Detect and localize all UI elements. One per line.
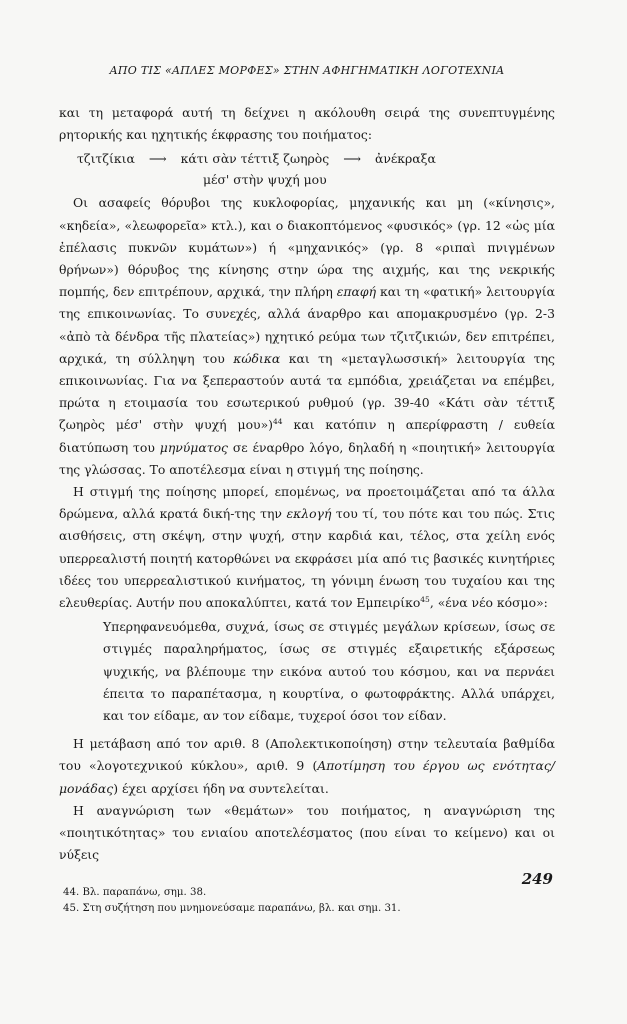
paragraph-2: Η στιγμή της ποίησης μπορεί, επομένως, να προετοιμάζεται από τα άλλα δρώμενα, αλλά κρατά δική-της την εκλογή του τί, του πότε και του πώς. Στις αισθήσεις, στη σκέψη, στην ψυχή, στην καρδιά και, τέλος, στα χείλη ενός υπερρεαλιστή ποιητή κατορθώνει να εκφράσει μία από τις βασικές κινητήριες ιδέες του υπερρεαλιστικού κινήματος, τη γόνιμη ένωση του τυχαίου και της ελευθερίας. Αυτήν που αποκαλύπτει, κατά τον Εμπειρίκο$^{45}$, «ένα νέο κόσμο»: [59,484,555,611]
block-quote [103,616,555,727]
footnote-ref-45: 45 [420,594,430,604]
emphasis: κώδικα [233,350,281,366]
arrow-right-icon: ⟶ [343,151,361,167]
footnote-ref-44: 44 [273,417,283,427]
running-head: ΑΠΟ ΤΙΣ «ΑΠΛΕΣ ΜΟΡΦΕΣ» ΣΤΗΝ ΑΦΗΓΗΜΑΤΙΚΗ ΛΟΓΟΤΕΧΝΙΑ [109,64,505,77]
page-body [59,64,555,917]
scheme-item-cried-out: ἀνέκραξα [374,151,436,167]
footnotes [59,885,555,917]
scheme-line-2: μέσ' στὴν ψυχή μου [203,172,327,188]
scheme-item-cicada-like: κάτι σὰν τέττιξ ζωηρὸς [180,151,330,167]
paragraph-3: Η μετάβαση από τον αριθ. 8 (Απολεκτικοποίηση) στην τελευταία βαθμίδα του «λογοτεχνικού κύκλου», αριθ. 9 (Αποτίμηση του έργου ως ενότητας/μονάδας) έχει αρχίσει ήδη να συντελείται. [59,736,555,796]
page-number: 249 [521,870,553,888]
paragraph-1: Οι ασαφείς θόρυβοι της κυκλοφορίας, μηχανικής και μη («κίνησις», «κηδεία», «λεωφορεῖα» κτλ.), και ο διακοπτόμενος «φυσικός» (γρ. 12 «ὡς μία ἐπέλασις πυκνῶν κυμάτων») ή «μηχανικός» (γρ. 8 «ριπαὶ πνιγμένων θρήνων») θόρυβος της κίνησης στην ώρα της αιχμής, και της νεκρικής πομπής, δεν επιτρέπουν, αρχικά, την πλήρη επαφή και τη «φατική» λειτουργία της επικοινωνίας. Το συνεχές, αλλά άναρθρο και απομακρυσμένο (γρ. 2-3 «ἀπὸ τὰ δένδρα τῆς πλατείας») ηχητικό ρεύμα των τζιτζικιών, δεν επιτρέπει, αρχικά, τη σύλληψη του κώδικα και τη «μεταγλωσσική» λειτουργία της επικοινωνίας. Για να ξεπεραστούν αυτά τα εμπόδια, χρειάζεται να επέμβει, πρώτα η ετοιμασία του εσωτερικού ρυθμού (γρ. 39-40 «Κάτι σὰν τέττιξ ζωηρὸς μέσ' στὴν ψυχή μου»)$^{44}$ και κατόπιν η απερίφραστη / ευθεία διατύπωση του μηνύματος σε έναρθρο λόγο, δηλαδή η «ποιητική» λειτουργία της γλώσσας. Το αποτέλεσμα είναι η στιγμή της ποίησης. [59,195,555,477]
emphasis: επαφή [336,284,377,300]
scheme-item-cicadas: τζιτζίκια [77,151,135,167]
emphasis: μηνύματος [159,439,228,455]
quote-text: Υπερηφανευόμεθα, συχνά, ίσως σε στιγμές μεγάλων κρίσεων, ίσως σε στιγμές παραληρήματος, ίσως σε στιγμές εξαιρετικής εξάρσεως ψυχικής, να βλέπουμε την εικόνα αυτού του κόσμου, και να περνάει έπειτα το παραπέτασμα, η κουρτίνα, ο φωτοφράκτης. Αλλά υπάρχει, και τον είδαμε, αν τον είδαμε, τυχεροί όσοι τον είδαν. [103,619,555,724]
paragraph-4: Η αναγνώριση των «θεμάτων» του ποιήματος, η αναγνώριση της «ποιητικότητας» του ενιαίου αποτελέσματος (που είναι το κείμενο) και οι νύξεις [59,802,555,863]
arrow-right-icon: ⟶ [148,151,167,167]
emphasis: εκλογή [286,506,332,522]
footnote-44: 44. Βλ. παραπάνω, σημ. 38. [63,886,207,898]
sound-scheme [59,148,555,190]
emphasis: Αποτίμηση του έργου ως ενότητας/μονάδας [59,758,555,796]
intro-paragraph: και τη μεταφορά αυτή τη δείχνει η ακόλουθη σειρά της συνεπτυγμένης ρητορικής και ηχητικής έκφρασης του ποιήματος: [59,105,555,143]
footnote-45: 45. Στη συζήτηση που μνημονεύσαμε παραπάνω, βλ. και σημ. 31. [63,902,401,914]
